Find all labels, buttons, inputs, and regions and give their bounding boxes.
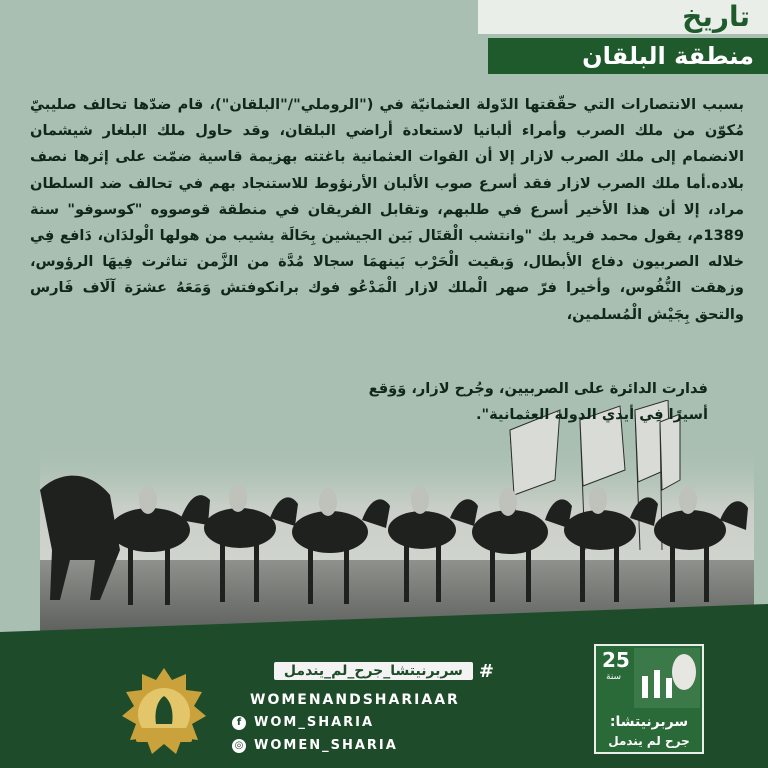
social-website[interactable] bbox=[250, 692, 460, 708]
facebook-handle: WOM_SHARIA bbox=[254, 715, 375, 730]
women-and-sharia-logo-icon bbox=[118, 666, 210, 762]
header bbox=[478, 0, 768, 78]
title-box bbox=[488, 38, 768, 74]
facebook-icon: f bbox=[232, 716, 246, 730]
closing-line-2: أسيرًا فِي أيدي الدولة العثمانية". bbox=[475, 406, 708, 424]
hash-symbol: # bbox=[478, 660, 494, 682]
badge-unit: سنة bbox=[606, 672, 622, 682]
article-body bbox=[30, 92, 744, 328]
badge-title: سربرنيتشا: bbox=[609, 714, 689, 730]
instagram-handle: WOMEN_SHARIA bbox=[254, 738, 398, 753]
article-closing bbox=[168, 376, 708, 428]
category-box bbox=[478, 0, 768, 34]
historical-photo bbox=[40, 400, 754, 632]
article-paragraph: بسبب الانتصارات التي حقّقتها الدّولة العثمانيّة في ("الروملي"/"البلقان")، قام ضدّها تحالف صليبيّ مُكوّن من ملك الصرب وأمراء ألبانيا لاستعادة أراضي البلقان، وقد حاول ملك البلغار شيشمان الانضمام إلى ملك الصرب لازار إلا أن القوات العثمانية باغتته بهزيمة قاسية ضمّت على إثرها نصف بلاده.أما ملك الصرب لازار فقد أسرع صوب الألبان الأرنؤوط للاستنجاد بهم في تحالف ضد السلطان مراد، إلا أن هذا الأخير أسرع في طلبهم، وتقابل الفريقان في منطقة قوصووه "كوسوفو" سنة 1389م، يقول محمد فريد بك "وانتشب الْقتَال بَين الجيشين بِحَالَة يشيب من هولها الْولدَان، دَافع فِي خلاله الصربيون دفاع الأبطال، وَبقيت الْحَرْب بَينهمَا سجالا مُدَّة من الزَّمن تناثرت فِيهَا الرؤوس، وزهقت النُّفُوس، وأخيرا فرّ صهر الْملك لازار الْمَدْعُو فوك برانكوفتش وَمَعَهُ عشرَة آلَاف فَارس والتحق بِجَيْش الْمُسلمين، bbox=[30, 96, 744, 323]
instagram-icon: ◎ bbox=[232, 739, 246, 753]
hashtag-row bbox=[232, 660, 494, 682]
hashtag-label[interactable]: سربرنيتشا_جرح_لم_يندمل bbox=[274, 662, 473, 680]
badge-subtitle: جرح لم يندمل bbox=[608, 734, 690, 748]
page-title: منطقة البلقان bbox=[582, 42, 754, 70]
category-label: تاريخ bbox=[682, 0, 750, 33]
social-instagram[interactable] bbox=[232, 738, 398, 753]
badge-number: 25 bbox=[602, 648, 630, 672]
memorial-art-icon bbox=[634, 648, 700, 708]
website-handle: WOMENANDSHARIAAR bbox=[250, 692, 460, 708]
closing-line-1: فدارت الدائرة على الصربيين، وجُرح لازار، وَوَقع bbox=[368, 380, 708, 397]
social-facebook[interactable] bbox=[232, 715, 374, 730]
campaign-badge bbox=[594, 644, 704, 754]
